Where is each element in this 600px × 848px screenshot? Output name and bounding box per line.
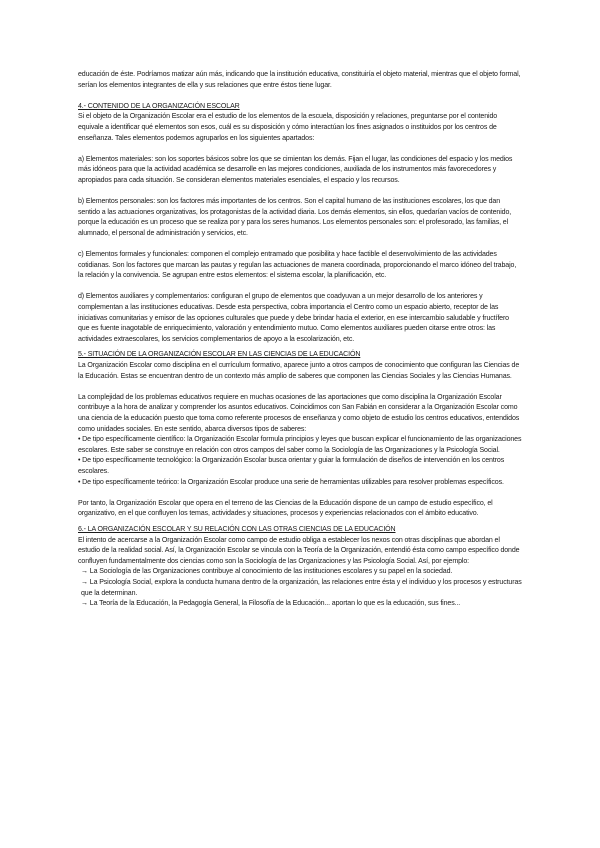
section-4-item-a: a) Elementos materiales: son los soportes básicos sobre los que se cimientan los demás. Fijan el lugar, las condiciones del espacio y los medios más idóneos para que la actividad académica se desarrolle en las mejores condiciones, auxiliada de los instrumentos más favorecedores y apropiados para cada situación. Se consideran elementos materiales esenciales, el espacio y los recursos.: [78, 155, 513, 184]
section-5-bullet-3: • De tipo específicamente teórico: la Organización Escolar produce una serie de herramientas utilizables para resolver problemas específicos.: [78, 478, 504, 486]
intro-paragraph: educación de éste. Podríamos matizar aún más, indicando que la institución educativa, constituiría el objeto material, mientras que el objeto formal, serían los elementos integrantes de ella y sus relaciones que entre éstos tiene lugar.: [78, 71, 521, 89]
section-5-bullet-1: • De tipo específicamente científico: la Organización Escolar formula principios y leyes que buscan explicar el funcionamiento de las organizaciones escolares. Este saber se construye en relación con otros campos del saber como la Sociología de las Organizaciones y la Psicología Social.: [78, 436, 522, 454]
section-6-arrow-item-3: → La Teoría de la Educación, la Pedagogía General, la Filosofía de la Educación... aportan lo que es la educación, sus fines...: [81, 600, 461, 608]
section-5-paragraph-1: La Organización Escolar como disciplina en el currículum formativo, aparece junto a otros campos de conocimiento que configuran las Ciencias de la Educación. Estas se encuentran dentro de un contexto más amplio de saberes que componen las Ciencias Sociales y las Ciencias Humanas.: [78, 362, 520, 380]
section-4-intro: Si el objeto de la Organización Escolar era el estudio de los elementos de la escuela, disposición y relaciones, preguntarse por el contenido equivale a identificar qué elementos son esos, cuál es su disposición y cómo interactúan los fines asignados o instituidos por los centros de enseñanza. Tales elementos podemos agruparlos en los siguientes apartados:: [78, 113, 498, 142]
section-6-arrow-item-1: → La Sociología de las Organizaciones contribuye al conocimiento de las instituciones escolares y su papel en la sociedad.: [81, 568, 453, 576]
section-6-paragraph-1: El intento de acercarse a la Organización Escolar como campo de estudio obliga a establecer los nexos con otras disciplinas que abordan el estudio de la realidad social. Así, la Organización Escolar se vincula con la Teoría de la Organización, entendió ésta como campo específico donde confluyen fundamentalmente dos ciencias como son la Sociología de las Organizaciones y las Psicología Social. Así, por ejemplo:: [78, 536, 520, 565]
section-6-arrow-item-2: → La Psicología Social, explora la conducta humana dentro de la organización, las relaciones entre ésta y el individuo y los procesos y estructuras que la determinan.: [81, 578, 522, 597]
section-5-bullet-2: • De tipo específicamente tecnológico: la Organización Escolar busca orientar y guiar la formulación de diseños de intervención en los centros escolares.: [78, 457, 505, 475]
section-4-item-c: c) Elementos formales y funcionales: componen el complejo entramado que posibilita y hace factible el desenvolvimiento de las actividades cotidianas. Son los factores que marcan las pautas y regulan las actuaciones de manera coordinada, proporcionando el marco idóneo del trabajo, la relación y la convivencia. Se agrupan entre estos elementos: el sistema escolar, la planificación, etc.: [78, 251, 517, 280]
section-5-paragraph-3: Por tanto, la Organización Escolar que opera en el terreno de las Ciencias de la Educación dispone de un campo de estudio específico, el organizativo, en el que confluyen los temas, actividades y situaciones, procesos y experiencias relacionados con el ámbito educativo.: [78, 499, 493, 518]
section-5-heading: 5.- SITUACIÓN DE LA ORGANIZACIÓN ESCOLAR EN LAS CIENCIAS DE LA EDUCACIÓN: [78, 351, 361, 359]
section-4-item-d: d) Elementos auxiliares y complementarios: configuran el grupo de elementos que coadyuvan a un mejor desarrollo de los anteriores y complementan a las instituciones educativas. Desde esta perspectiva, cobra importancia el Centro como un espacio abierto, receptor de las iniciativas comunitarias y emisor de las opciones culturales que puede y debe brindar hacia el exterior, en ese intercambio saludable y fructífero que es fuente inagotable de enriquecimiento, valoración y entendimiento mutuo. Como elementos auxiliares pueden citarse entre otros: las actividades extraescolares, los servicios complementarios de apoyo a la escolarización, etc.: [78, 293, 509, 343]
section-4-item-b: b) Elementos personales: son los factores más importantes de los centros. Son el capital humano de las instituciones escolares, los que dan sentido a las actuaciones organizativas, los protagonistas de la actividad diaria. Los demás elementos, sin ellos, quedarían vacíos de contenido, porque la educación es un proceso que se realiza por y para los seres humanos. Los elementos personales son: el profesorado, las familias, el alumnado, el personal de administración y servicios, etc.: [78, 198, 512, 237]
section-4-heading: 4.- CONTENIDO DE LA ORGANIZACIÓN ESCOLAR: [78, 102, 240, 110]
section-5-paragraph-2: La complejidad de los problemas educativos requiere en muchas ocasiones de las aportaciones que como disciplina la Organización Escolar contribuye a la hora de analizar y comprender los asuntos educativos. Coincidimos con San Fabián en considerar a la Organización Escolar como una ciencia de la educación puesto que toma como referente procesos de enseñanza y como objeto de estudio los centros educativos, entendidos como unidades sociales. En este sentido, abarca diversos tipos de saberes:: [78, 393, 520, 433]
section-6-heading: 6.- LA ORGANIZACIÓN ESCOLAR Y SU RELACIÓN CON LAS OTRAS CIENCIAS DE LA EDUCACIÓN: [78, 525, 396, 533]
